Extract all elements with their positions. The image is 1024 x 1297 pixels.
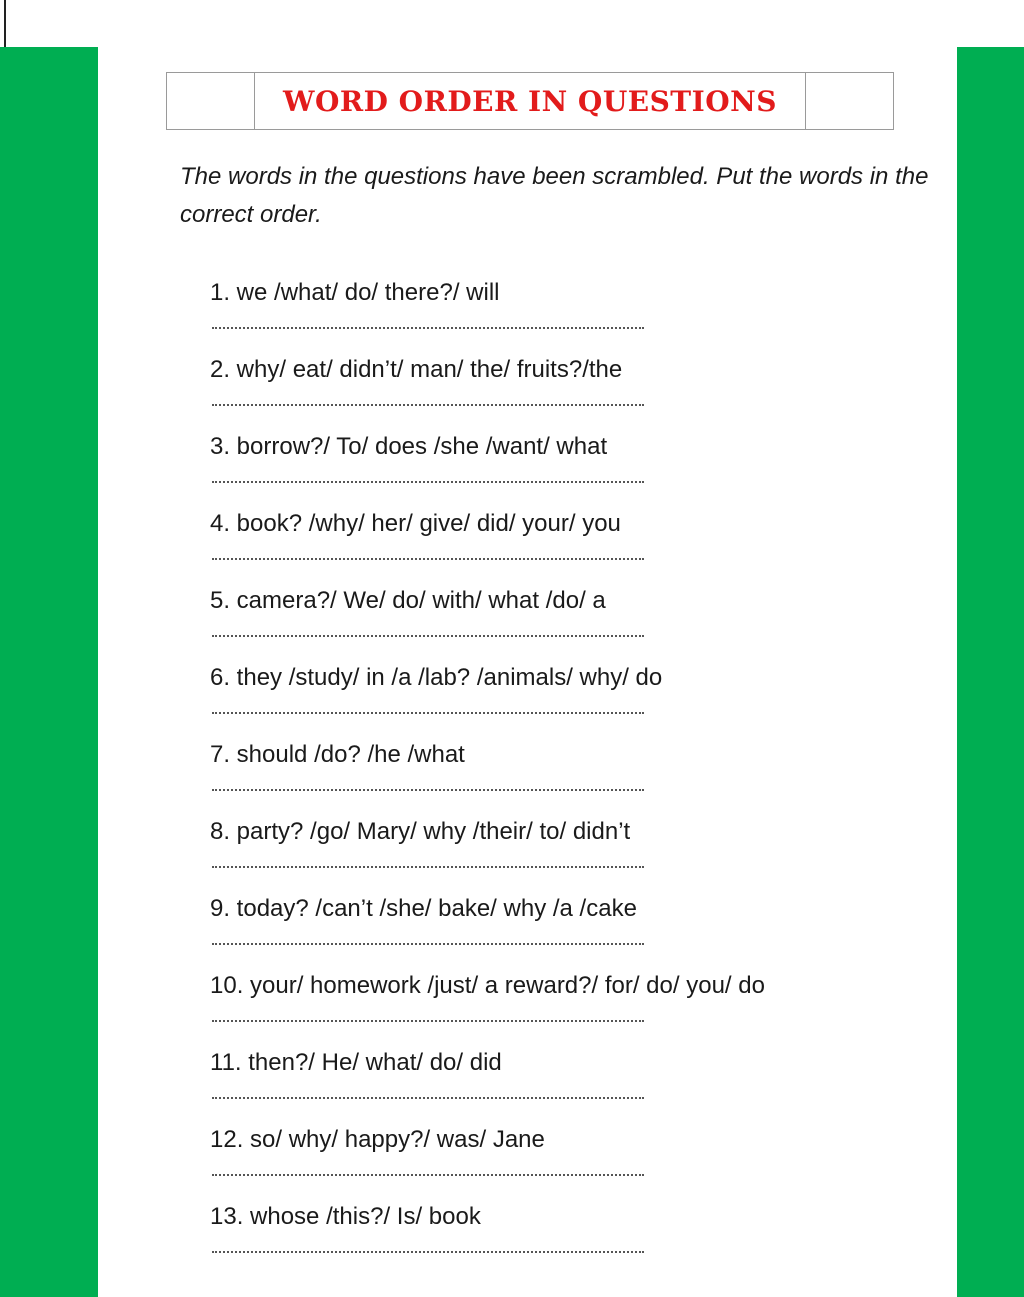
answer-line-12[interactable] — [210, 1157, 930, 1200]
left-green-band — [0, 47, 98, 1297]
question-6: 6. they /study/ in /a /lab? /animals/ why/ do — [210, 664, 663, 691]
corner-line — [4, 0, 6, 48]
title-table-middle-cell — [255, 73, 805, 129]
answer-line-8[interactable] — [210, 849, 930, 892]
question-4: 4. book? /why/ her/ give/ did/ your/ you — [210, 510, 621, 537]
instructions: The words in the questions have been scrambled. Put the words in the correct order. — [180, 163, 929, 228]
question-13: 13. whose /this?/ Is/ book — [210, 1203, 481, 1230]
answer-line-4[interactable] — [210, 541, 930, 584]
page-title: WORD ORDER IN QUESTIONS — [283, 84, 777, 118]
title-table — [166, 72, 894, 130]
question-12: 12. so/ why/ happy?/ was/ Jane — [210, 1126, 545, 1153]
question-7: 7. should /do? /he /what — [210, 741, 465, 768]
answer-line-13[interactable] — [210, 1234, 930, 1277]
answer-line-9[interactable] — [210, 926, 930, 969]
question-10: 10. your/ homework /just/ a reward?/ for/ do/ you/ do — [210, 972, 765, 999]
answer-line-2[interactable] — [210, 387, 930, 430]
question-3: 3. borrow?/ To/ does /she /want/ what — [210, 433, 608, 460]
question-2: 2. why/ eat/ didn’t/ man/ the/ fruits?/the — [210, 356, 623, 383]
question-8: 8. party? /go/ Mary/ why /their/ to/ didn’t — [210, 818, 631, 845]
answer-line-11[interactable] — [210, 1080, 930, 1123]
question-11: 11. then?/ He/ what/ do/ did — [210, 1049, 502, 1076]
answer-line-3[interactable] — [210, 464, 930, 507]
answer-line-5[interactable] — [210, 618, 930, 661]
answer-line-1[interactable] — [210, 310, 930, 353]
title-table-left-cell — [167, 73, 255, 129]
answer-line-7[interactable] — [210, 772, 930, 815]
title-table-right-cell — [805, 73, 893, 129]
right-green-band — [957, 47, 1024, 1297]
question-list — [210, 276, 930, 1277]
question-9: 9. today? /can’t /she/ bake/ why /a /cake — [210, 895, 637, 922]
answer-line-6[interactable] — [210, 695, 930, 738]
answer-line-10[interactable] — [210, 1003, 930, 1046]
question-5: 5. camera?/ We/ do/ with/ what /do/ a — [210, 587, 606, 614]
question-1: 1. we /what/ do/ there?/ will — [210, 279, 500, 306]
